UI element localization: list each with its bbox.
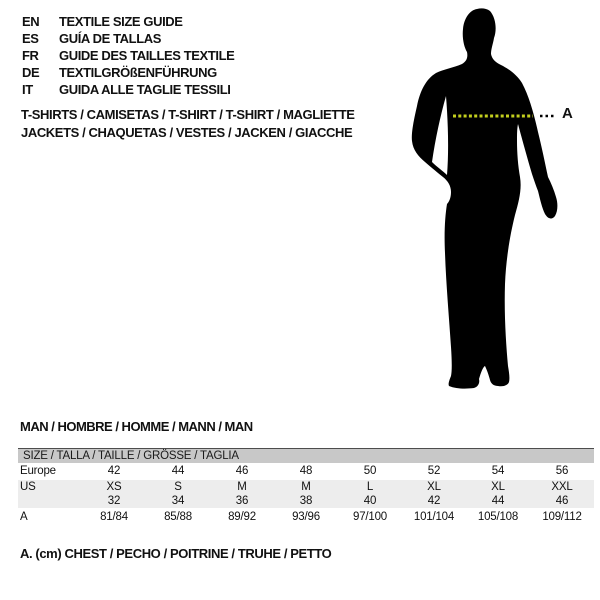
table-cell: 46 <box>555 495 569 507</box>
table-row-europe <box>18 463 594 480</box>
man-silhouette-svg <box>400 5 565 390</box>
table-row-chest <box>18 508 594 527</box>
row-label: Europe <box>20 465 56 477</box>
table-cell: 89/92 <box>228 511 256 523</box>
table-cell: 38 <box>299 495 313 507</box>
table-cell: 101/104 <box>413 511 455 523</box>
language-row-es <box>22 30 234 47</box>
measure-label-a: A <box>562 105 573 122</box>
table-cell: L <box>366 481 374 493</box>
table-cell: 44 <box>171 465 185 477</box>
table-cell: 40 <box>363 495 377 507</box>
table-cell: 97/100 <box>353 511 387 523</box>
table-cell: 56 <box>555 465 569 477</box>
size-table-header <box>18 448 594 463</box>
man-silhouette <box>412 8 558 388</box>
table-cell: 50 <box>363 465 377 477</box>
language-label: GUÍA DE TALLAS <box>59 31 162 46</box>
language-code: EN <box>22 14 40 29</box>
row-label: A <box>20 511 28 523</box>
table-cell: 93/96 <box>292 511 320 523</box>
table-cell: XS <box>106 481 122 493</box>
table-cell: XL <box>427 481 441 493</box>
table-cell: XL <box>491 481 505 493</box>
category-line-jackets: JACKETS / CHAQUETAS / VESTES / JACKEN / GIACCHE <box>21 125 353 140</box>
section-title-man: MAN / HOMBRE / HOMME / MANN / MAN <box>20 419 253 434</box>
language-row-fr <box>22 47 234 64</box>
table-cell: 48 <box>299 465 313 477</box>
measurement-footnote: A. (cm) CHEST / PECHO / POITRINE / TRUHE / PETTO <box>20 546 332 561</box>
language-guide <box>22 13 234 98</box>
table-cell: 42 <box>107 465 121 477</box>
table-cell: 54 <box>491 465 505 477</box>
man-silhouette-figure <box>400 5 565 390</box>
table-cell: 52 <box>427 465 441 477</box>
language-code: IT <box>22 82 33 97</box>
category-line-tshirts: T-SHIRTS / CAMISETAS / T-SHIRT / T-SHIRT / MAGLIETTE <box>21 107 355 122</box>
row-label <box>18 495 82 508</box>
table-cell: M <box>301 481 311 493</box>
table-cell: 46 <box>235 465 249 477</box>
size-table <box>18 448 594 527</box>
table-cell: 42 <box>427 495 441 507</box>
language-label: TEXTILE SIZE GUIDE <box>59 14 183 29</box>
language-label: GUIDA ALLE TAGLIE TESSILI <box>59 82 231 97</box>
language-code: DE <box>22 65 40 80</box>
language-row-en <box>22 13 234 30</box>
language-row-de <box>22 64 234 81</box>
garment-category <box>21 106 355 142</box>
table-cell: 81/84 <box>100 511 128 523</box>
table-cell: 85/88 <box>164 511 192 523</box>
table-cell: 109/112 <box>542 511 582 523</box>
table-row-us <box>18 480 594 495</box>
table-cell: 32 <box>107 495 121 507</box>
language-row-it <box>22 81 234 98</box>
table-row-us-numeric <box>18 495 594 508</box>
table-cell: XXL <box>551 481 573 493</box>
row-label: US <box>20 481 36 493</box>
table-cell: 36 <box>235 495 249 507</box>
table-cell: S <box>174 481 182 493</box>
table-cell: 44 <box>491 495 505 507</box>
table-cell: M <box>237 481 247 493</box>
language-label: GUIDE DES TAILLES TEXTILE <box>59 48 235 63</box>
language-code: ES <box>22 31 39 46</box>
table-cell: 34 <box>171 495 185 507</box>
language-code: FR <box>22 48 39 63</box>
language-label: TEXTILGRÖßENFÜHRUNG <box>59 65 217 80</box>
size-table-header-label: SIZE / TALLA / TAILLE / GRÖSSE / TAGLIA <box>23 450 239 462</box>
table-cell: 105/108 <box>477 511 519 523</box>
